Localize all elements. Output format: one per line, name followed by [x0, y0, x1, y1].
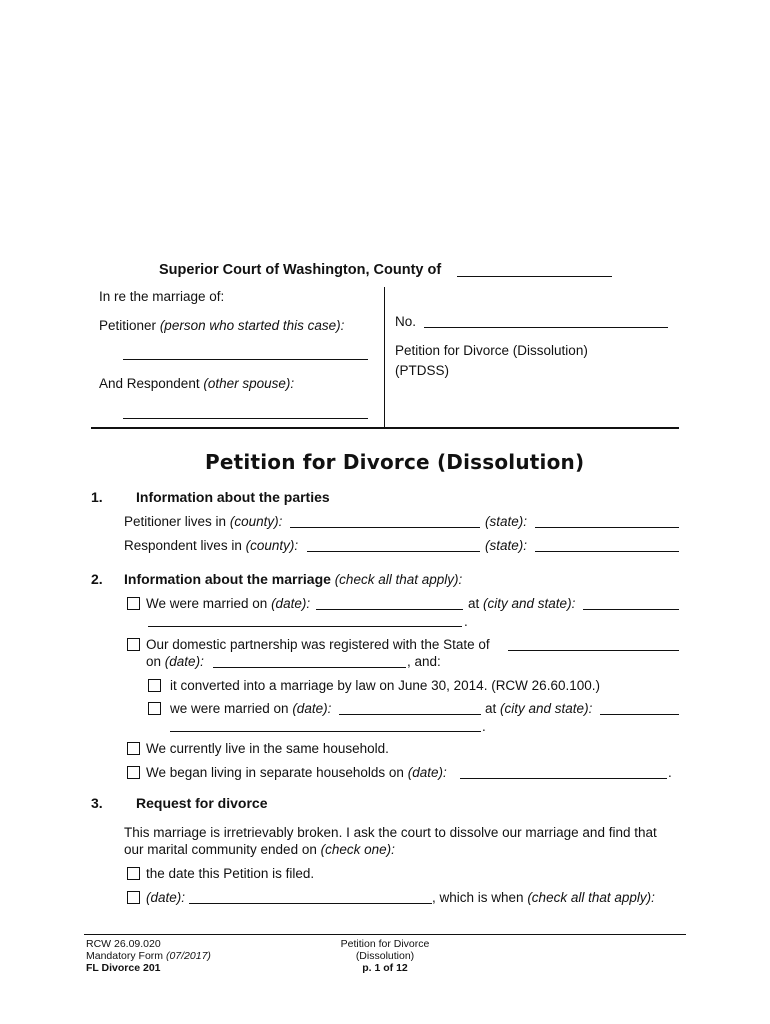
court-title: Superior Court of Washington, County of: [159, 262, 442, 278]
footer-left: [86, 938, 211, 974]
dp-married-checkbox[interactable]: [148, 702, 161, 715]
section-3-number: 3.: [91, 795, 103, 811]
footer-center-line2: (Dissolution): [355, 950, 415, 962]
specific-date-checkbox[interactable]: [127, 891, 140, 904]
county-field[interactable]: [457, 276, 612, 277]
footer-rcw: RCW 26.09.020: [86, 938, 161, 950]
form-code: (PTDSS): [395, 363, 449, 378]
respondent-name-field[interactable]: [123, 418, 368, 419]
petitioner-label: Petitioner (person who started this case):: [99, 318, 345, 333]
dp-married-city-field-cont[interactable]: [170, 731, 481, 732]
request-body-line1: This marriage is irretrievably broken. I ask the court to dissolve our marriage and find that: [124, 825, 657, 840]
request-body-line2: our marital community ended on (check one):: [124, 842, 395, 857]
petitioner-state-field[interactable]: [535, 527, 679, 528]
separate-households-checkbox[interactable]: [127, 766, 140, 779]
dp-married-on-label: we were married on (date):: [170, 701, 332, 716]
domestic-partnership-label: Our domestic partnership was registered with the State of: [146, 637, 490, 652]
dp-state-field[interactable]: [508, 650, 679, 651]
dp-married-period: .: [482, 719, 486, 734]
petitioner-name-field[interactable]: [123, 359, 368, 360]
married-at-label: at (city and state):: [468, 596, 576, 611]
petitioner-lives-label: Petitioner lives in (county):: [124, 514, 283, 529]
married-city-field[interactable]: [583, 609, 679, 610]
converted-checkbox[interactable]: [148, 679, 161, 692]
married-period: .: [464, 614, 468, 629]
caption-bottom-rule: [91, 427, 679, 429]
petitioner-county-field[interactable]: [290, 527, 480, 528]
footer-rule: [84, 934, 686, 935]
case-number-field[interactable]: [424, 327, 668, 328]
footer-mandatory-form: Mandatory Form (07/2017): [86, 950, 211, 962]
specific-date-field[interactable]: [189, 903, 432, 904]
converted-label: it converted into a marriage by law on June 30, 2014. (RCW 26.60.100.): [170, 678, 600, 693]
date-filed-checkbox[interactable]: [127, 867, 140, 880]
dp-married-city-field[interactable]: [600, 714, 679, 715]
separate-households-label: We began living in separate households on (date):: [146, 765, 447, 780]
which-is-when-label: , which is when (check all that apply):: [432, 890, 655, 905]
section-1-number: 1.: [91, 489, 103, 505]
caption-divider: [384, 287, 385, 428]
footer-center: [300, 938, 470, 974]
respondent-state-field[interactable]: [535, 551, 679, 552]
section-2-title: Information about the marriage (check all that apply):: [124, 571, 463, 587]
section-1-title: Information about the parties: [136, 489, 330, 505]
specific-date-label: (date):: [146, 890, 186, 905]
married-date-field[interactable]: [316, 609, 463, 610]
page-title: Petition for Divorce (Dissolution): [205, 450, 585, 474]
respondent-label: And Respondent (other spouse):: [99, 376, 295, 391]
respondent-lives-label: Respondent lives in (county):: [124, 538, 299, 553]
domestic-partnership-checkbox[interactable]: [127, 638, 140, 651]
dp-married-date-field[interactable]: [339, 714, 481, 715]
petitioner-state-label: (state):: [485, 514, 528, 529]
in-re-label: In re the marriage of:: [99, 289, 225, 304]
form-name: Petition for Divorce (Dissolution): [395, 343, 588, 358]
dp-on-label: on (date):: [146, 654, 204, 669]
footer-center-line1: Petition for Divorce: [340, 938, 430, 950]
case-no-label: No.: [395, 314, 417, 329]
footer-page-number: p. 1 of 12: [362, 962, 408, 974]
separate-period: .: [668, 765, 672, 780]
married-city-field-cont[interactable]: [148, 626, 462, 627]
dp-date-field[interactable]: [213, 667, 406, 668]
section-2-number: 2.: [91, 571, 103, 587]
same-household-label: We currently live in the same household.: [146, 741, 389, 756]
dp-and-label: , and:: [407, 654, 441, 669]
married-checkbox[interactable]: [127, 597, 140, 610]
footer-fl-code: FL Divorce 201: [86, 962, 161, 974]
married-on-label: We were married on (date):: [146, 596, 311, 611]
dp-married-at-label: at (city and state):: [485, 701, 593, 716]
separate-date-field[interactable]: [460, 778, 667, 779]
section-3-title: Request for divorce: [136, 795, 268, 811]
respondent-state-label: (state):: [485, 538, 528, 553]
date-filed-label: the date this Petition is filed.: [146, 866, 315, 881]
same-household-checkbox[interactable]: [127, 742, 140, 755]
respondent-county-field[interactable]: [307, 551, 480, 552]
